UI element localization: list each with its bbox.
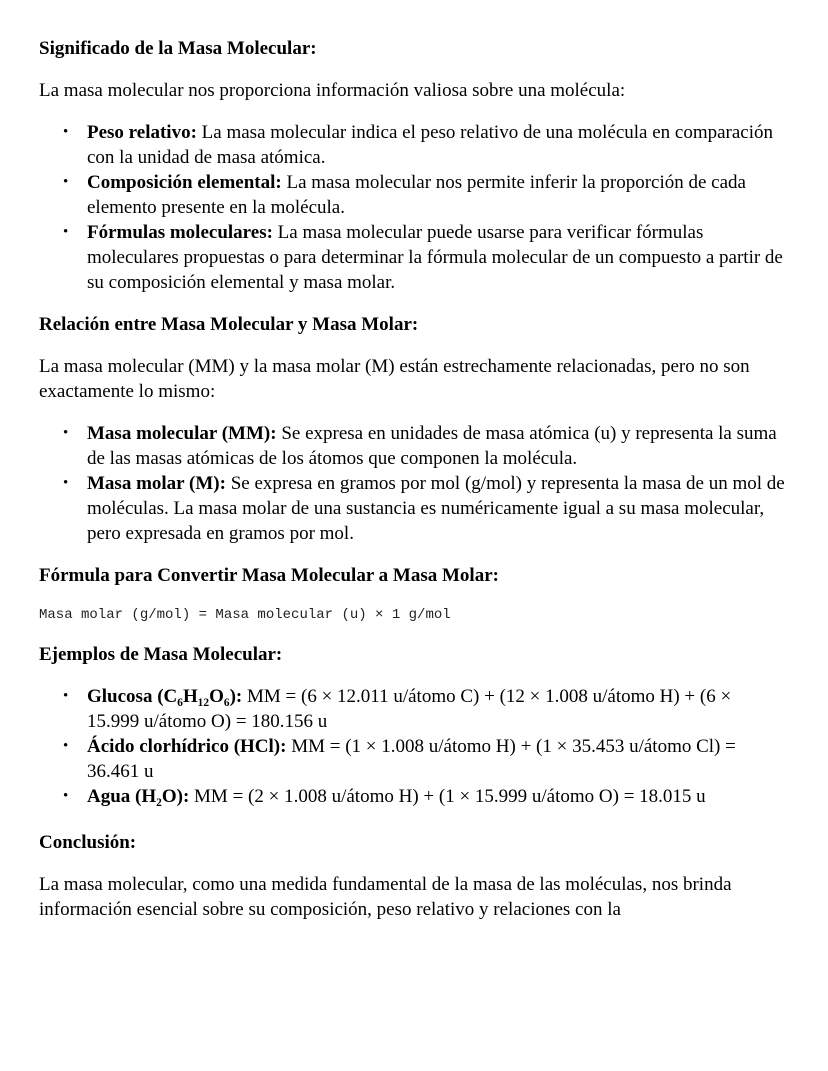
item-text: La masa molecular puede usarse para verificar fórmulas moleculares propuestas o para determinar la fórmula molecular de un compuesto a partir de su composición elemental y masa molar. [87, 222, 783, 293]
formula-code: Masa molar (g/mol) = Masa molecular (u) × 1 g/mol [39, 607, 451, 623]
item-term: Agua (H₂O): [87, 786, 190, 807]
list-ejemplos [39, 684, 788, 809]
list-item [87, 220, 788, 295]
list-item [87, 784, 788, 809]
list-item [87, 421, 788, 471]
list-item [87, 120, 788, 170]
item-text: MM = (1 × 1.008 u/átomo H) + (1 × 35.453 u/átomo Cl) = 36.461 u [87, 736, 736, 782]
intro-relacion: La masa molecular (MM) y la masa molar (M) están estrechamente relacionadas, pero no son exactamente lo mismo: [39, 356, 750, 402]
list-item [87, 684, 788, 734]
heading-ejemplos: Ejemplos de Masa Molecular: [39, 644, 283, 665]
item-text: MM = (6 × 12.011 u/átomo C) + (12 × 1.008 u/átomo H) + (6 × 15.999 u/átomo O) = 180.156 u [87, 686, 732, 732]
item-term: Glucosa (C₆H₁₂O₆): [87, 686, 243, 707]
list-item [87, 471, 788, 546]
item-text: MM = (2 × 1.008 u/átomo H) + (1 × 15.999 u/átomo O) = 18.015 u [189, 786, 706, 807]
item-term: Fórmulas moleculares: [87, 222, 273, 243]
item-text: La masa molecular indica el peso relativo de una molécula en comparación con la unidad de masa atómica. [87, 122, 774, 168]
item-term: Masa molecular (MM): [87, 423, 277, 444]
item-text: Se expresa en unidades de masa atómica (u) y representa la suma de las masas atómicas de los átomos que componen la molécula. [87, 423, 777, 469]
list-item [87, 170, 788, 220]
item-text: Se expresa en gramos por mol (g/mol) y representa la masa de un mol de moléculas. La masa molar de una sustancia es numéricamente igual a su masa molecular, pero expresada en gramos por mol. [87, 473, 785, 544]
item-term: Composición elemental: [87, 172, 282, 193]
list-item [87, 734, 788, 784]
item-text: La masa molecular nos permite inferir la proporción de cada elemento presente en la molécula. [87, 172, 746, 218]
item-term: Masa molar (M): [87, 473, 226, 494]
heading-conclusion: Conclusión: [39, 832, 137, 853]
item-term: Ácido clorhídrico (HCl): [87, 736, 287, 757]
list-relacion [39, 421, 788, 546]
item-term: Peso relativo: [87, 122, 197, 143]
list-significado [39, 120, 788, 295]
heading-relacion: Relación entre Masa Molecular y Masa Molar: [39, 314, 419, 335]
body-conclusion: La masa molecular, como una medida fundamental de la masa de las moléculas, nos brinda información esencial sobre su composición, peso relativo y relaciones con la [39, 874, 732, 920]
heading-formula: Fórmula para Convertir Masa Molecular a Masa Molar: [39, 565, 499, 586]
intro-significado: La masa molecular nos proporciona información valiosa sobre una molécula: [39, 80, 626, 101]
heading-significado: Significado de la Masa Molecular: [39, 38, 317, 59]
